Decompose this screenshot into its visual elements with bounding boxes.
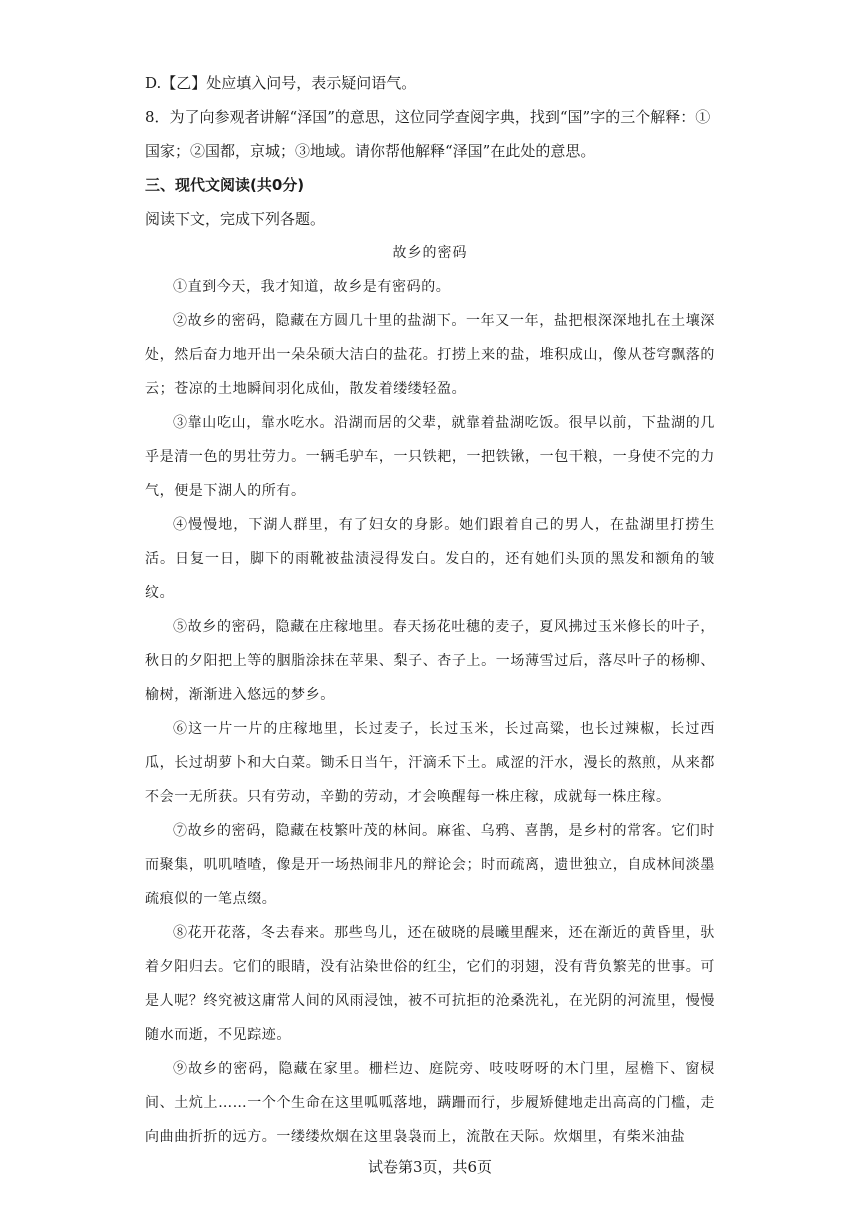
- section-heading: 三、现代文阅读(共0分): [145, 176, 305, 194]
- article-paragraph: ⑤故乡的密码，隐藏在庄稼地里。春天扬花吐穗的麦子，夏风拂过玉米修长的叶子，秋日的夕阳把上等的胭脂涂抹在苹果、梨子、杏子上。一场薄雪过后，落尽叶子的杨柳、榆树，渐渐进入悠远的梦乡。: [145, 619, 715, 703]
- article-paragraph: ①直到今天，我才知道，故乡是有密码的。: [173, 279, 451, 295]
- article-paragraph: ②故乡的密码，隐藏在方圆几十里的盐湖下。一年又一年，盐把根深深地扎在土壤深处，然后奋力地开出一朵朵硕大洁白的盐花。打捞上来的盐，堆积成山，像从苍穹飘落的云；苍凉的土地瞬间羽化成仙，散发着缕缕轻盈。: [145, 313, 715, 397]
- question-8: 8．为了向参观者讲解“泽国”的意思，这位同学查阅字典，找到“国”字的三个解释：①国家；②国都，京城；③地域。请你帮他解释“泽国”在此处的意思。: [145, 108, 711, 160]
- article-paragraph: ⑨故乡的密码，隐藏在家里。栅栏边、庭院旁、吱吱呀呀的木门里，屋檐下、窗棂间、土炕上……一个个生命在这里呱呱落地，蹒跚而行，步履矫健地走出高高的门槛，走向曲曲折折的远方。一缕缕炊烟在这里袅袅而上，流散在天际。炊烟里，有柴米油盐: [145, 1061, 715, 1145]
- page-footer: 试卷第3页，共6页: [367, 1158, 493, 1176]
- option-d: D.【乙】处应填入问号，表示疑问语气。: [145, 74, 417, 92]
- article-title: 故乡的密码: [392, 245, 468, 261]
- article-paragraph: ⑦故乡的密码，隐藏在枝繁叶茂的林间。麻雀、乌鸦、喜鹊，是乡村的常客。它们时而聚集，叽叽喳喳，像是开一场热闹非凡的辩论会；时而疏离，遗世独立，自成林间淡墨疏痕似的一笔点缀。: [145, 823, 715, 907]
- reading-instruction: 阅读下文，完成下列各题。: [145, 210, 326, 228]
- article-paragraph: ④慢慢地，下湖人群里，有了妇女的身影。她们跟着自己的男人，在盐湖里打捞生活。日复一日，脚下的雨靴被盐渍浸得发白。发白的，还有她们头顶的黑发和额角的皱纹。: [145, 517, 715, 601]
- article-paragraph: ⑥这一片一片的庄稼地里，长过麦子，长过玉米，长过高粱，也长过辣椒，长过西瓜，长过胡萝卜和大白菜。锄禾日当午，汗滴禾下土。咸涩的汗水，漫长的熬煎，从来都不会一无所获。只有劳动，辛勤的劳动，才会唤醒每一株庄稼，成就每一株庄稼。: [145, 721, 715, 805]
- page-content: [145, 66, 715, 1154]
- article-paragraph: ⑧花开花落，冬去春来。那些鸟儿，还在破晓的晨曦里醒来，还在渐近的黄昏里，驮着夕阳归去。它们的眼睛，没有沾染世俗的红尘，它们的羽翅，没有背负繁芜的世事。可是人呢？终究被这庸常人间的风雨浸蚀，被不可抗拒的沧桑洗礼，在光阴的河流里，慢慢随水而逝，不见踪迹。: [145, 925, 715, 1043]
- article-paragraph: ③靠山吃山，靠水吃水。沿湖而居的父辈，就靠着盐湖吃饭。很早以前，下盐湖的几乎是清一色的男壮劳力。一辆毛驴车，一只铁耙，一把铁锹，一包干粮，一身使不完的力气，便是下湖人的所有。: [145, 415, 715, 499]
